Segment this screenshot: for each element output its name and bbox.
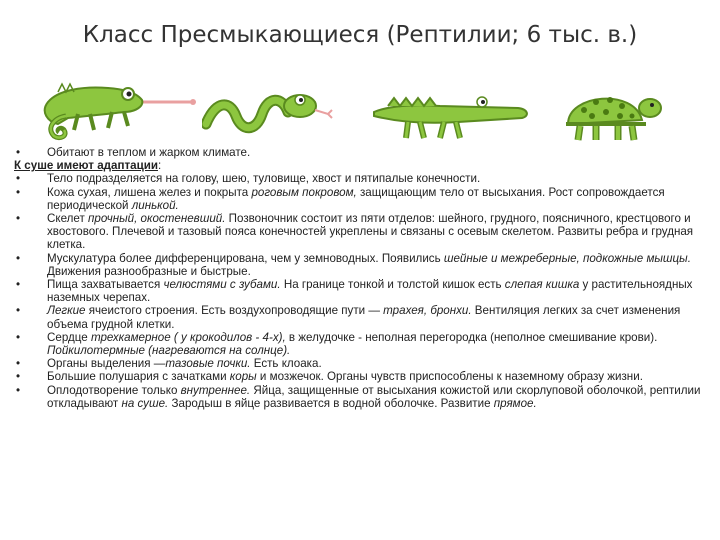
emphasis-text: слепая кишка bbox=[504, 278, 580, 292]
emphasis-text: прочный, окостеневший. bbox=[88, 212, 226, 226]
plain-text: Большие полушария с зачатками bbox=[47, 370, 230, 384]
emphasis-text: роговым покровом, bbox=[251, 185, 357, 199]
plain-text: Мускулатура более дифференцирована, чем у земноводных. Появились bbox=[47, 251, 444, 265]
list-item bbox=[14, 278, 714, 304]
emphasis-text: Легкие bbox=[47, 304, 86, 318]
facts-list bbox=[14, 146, 714, 410]
bullet-marker: • bbox=[16, 383, 21, 397]
list-item bbox=[14, 186, 714, 212]
list-item bbox=[14, 304, 714, 330]
item-text bbox=[14, 159, 714, 172]
plain-text: Кожа сухая, лишена желез и покрыта bbox=[47, 185, 252, 199]
crocodile-picture bbox=[368, 76, 536, 148]
plain-text: Пища захватывается bbox=[47, 278, 164, 292]
plain-text: Обитают в теплом и жарком климате. bbox=[47, 146, 251, 159]
plain-text: Тело подразделяется на голову, шею, туловище, хвост и пятипалые конечности. bbox=[47, 172, 481, 186]
plain-text: Движения разнообразные и быстрые. bbox=[47, 264, 251, 278]
bullet-marker: • bbox=[16, 278, 21, 292]
list-item bbox=[14, 252, 714, 278]
emphasis-text: тазовые почки. bbox=[165, 357, 251, 371]
bullet-marker: • bbox=[16, 370, 21, 384]
plain-text: и мозжечок. Органы чувств приспособлены к наземному образу жизни. bbox=[256, 370, 643, 384]
plain-text: Яйца, защищенные от высыхания кожистой или скорлуповой оболочкой, рептилии откладывают bbox=[47, 383, 701, 410]
emphasis-text: трахея, бронхи. bbox=[383, 304, 472, 318]
plain-text: Вентиляция легких за счет изменения объема грудной клетки. bbox=[47, 304, 681, 331]
emphasis-text: трехкамерное ( у крокодилов - 4-х), bbox=[90, 330, 286, 344]
emphasis-text: внутреннее. bbox=[180, 383, 251, 397]
section-heading bbox=[14, 159, 714, 172]
plain-text: Зародыш в яйце развивается в водной оболочке. Развитие bbox=[168, 396, 494, 410]
plain-text: : bbox=[157, 159, 162, 173]
plain-text: Сердце bbox=[47, 330, 91, 344]
bullet-marker: • bbox=[16, 212, 21, 226]
plain-text: Скелет bbox=[47, 212, 88, 226]
plain-text: у растительноядных наземных черепах. bbox=[47, 278, 693, 305]
item-text bbox=[47, 304, 714, 330]
item-text bbox=[47, 146, 714, 159]
item-text bbox=[47, 370, 714, 383]
list-item bbox=[14, 331, 714, 357]
plain-text: Оплодотворение только bbox=[47, 383, 181, 397]
plain-text: Есть клоака. bbox=[250, 357, 322, 371]
chameleon-picture bbox=[28, 72, 198, 144]
item-text bbox=[47, 278, 714, 304]
item-text bbox=[47, 331, 714, 357]
emphasis-text: шейные и межреберные, подкожные мышцы. bbox=[443, 251, 691, 265]
snake-picture bbox=[202, 76, 342, 136]
item-text bbox=[47, 357, 714, 370]
list-item bbox=[14, 370, 714, 383]
list-item bbox=[14, 172, 714, 185]
bullet-marker: • bbox=[16, 357, 21, 371]
plain-text: ячеистого строения. Есть воздухопроводящие пути — bbox=[85, 304, 384, 318]
plain-text: Органы выделения — bbox=[47, 357, 166, 371]
plain-text: На границе тонкой и толстой кишок есть bbox=[280, 278, 505, 292]
item-text bbox=[47, 212, 714, 252]
bullet-marker: • bbox=[16, 172, 21, 186]
item-text bbox=[47, 186, 714, 212]
plain-text: защищающим тело от высыхания. Рост сопровождается периодической bbox=[47, 185, 665, 212]
plain-text: Позвоночник состоит из пяти отделов: шейного, грудного, поясничного, крестцового и хвостового. Плечевой и тазовый пояса конечностей укреплены и связаны с осевым скелетом. Развиты ребра и грудная клетка. bbox=[47, 212, 694, 252]
list-item bbox=[14, 384, 714, 410]
bullet-marker: • bbox=[16, 304, 21, 318]
emphasis-text: на суше. bbox=[121, 396, 169, 410]
plain-text: в желудочке - неполная перегородка (неполное смешивание крови). bbox=[285, 330, 658, 344]
bullet-marker: • bbox=[16, 330, 21, 344]
emphasis-text: коры bbox=[229, 370, 257, 384]
bullet-marker: • bbox=[16, 251, 21, 265]
reptile-illustrations bbox=[0, 72, 720, 152]
list-item bbox=[14, 212, 714, 252]
item-text bbox=[47, 252, 714, 278]
emphasis-text: прямое. bbox=[493, 396, 537, 410]
emphasis-text: Пойкилотермные (нагреваются на солнце). bbox=[47, 344, 291, 358]
list-item bbox=[14, 146, 714, 159]
list-item bbox=[14, 357, 714, 370]
turtle-picture bbox=[556, 80, 666, 148]
heading-text: К суше имеют адаптации bbox=[14, 159, 158, 173]
emphasis-text: челюстями с зубами. bbox=[163, 278, 281, 292]
bullet-marker: • bbox=[16, 185, 21, 199]
emphasis-text: линькой. bbox=[131, 198, 179, 212]
slide-title: Класс Пресмыкающиеся (Рептилии; 6 тыс. в.) bbox=[82, 22, 638, 48]
item-text bbox=[47, 172, 714, 185]
item-text bbox=[47, 384, 714, 410]
bullet-marker: • bbox=[16, 146, 21, 159]
